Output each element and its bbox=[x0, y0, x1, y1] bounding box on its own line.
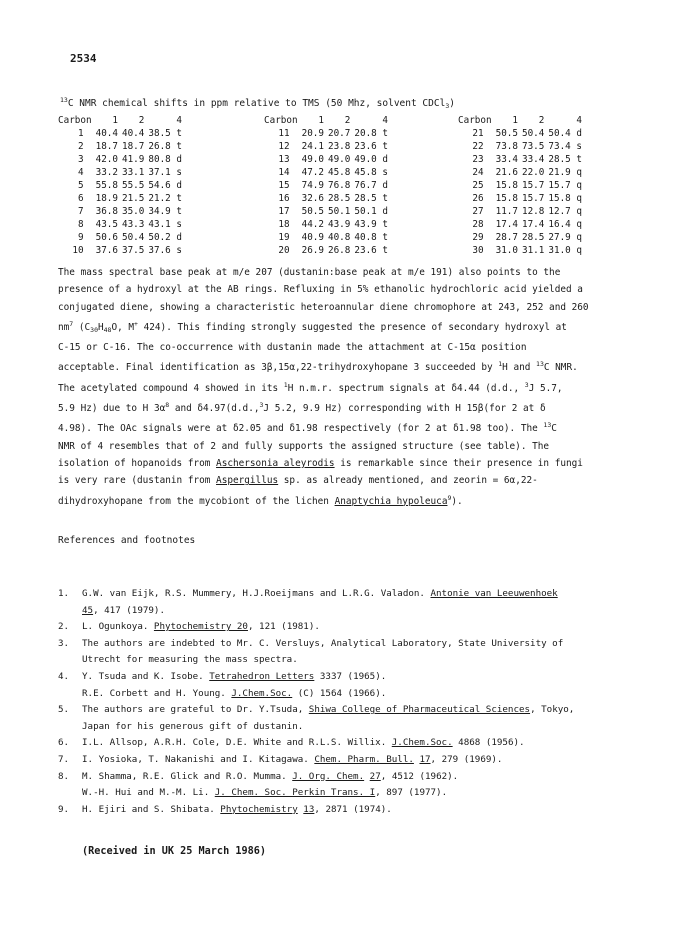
table-row bbox=[458, 166, 586, 179]
column-header: Carbon bbox=[264, 115, 298, 126]
carbon-number: 16 bbox=[278, 193, 290, 204]
shift-value: 23.6 t bbox=[354, 245, 388, 256]
shift-value: 36.8 bbox=[95, 206, 118, 217]
shift-value: 15.8 bbox=[495, 193, 518, 204]
table-row bbox=[58, 218, 186, 231]
table-row bbox=[264, 244, 392, 257]
shift-value: 40.8 t bbox=[354, 232, 388, 243]
shift-value: 45.8 s bbox=[354, 167, 388, 178]
shift-value: 20.7 bbox=[327, 128, 351, 139]
shift-value: 43.9 bbox=[327, 219, 351, 230]
shift-value: 47.2 bbox=[301, 167, 324, 178]
carbon-number: 22 bbox=[472, 141, 484, 152]
shift-value: 32.6 bbox=[301, 193, 324, 204]
carbon-number: 19 bbox=[278, 232, 290, 243]
table-header-row bbox=[264, 114, 392, 127]
reference-3: 3. The authors are indebted to Mr. C. Versluys, Analytical Laboratory, State University of Utrecht for measuring the mass spectra. bbox=[58, 637, 564, 666]
shift-value: 15.7 bbox=[521, 180, 545, 191]
shift-value: 26.8 bbox=[327, 245, 351, 256]
shift-value: 50.4 d bbox=[548, 128, 582, 139]
carbon-number: 1 bbox=[77, 128, 84, 139]
table-block-3 bbox=[458, 114, 654, 257]
shift-value: 54.6 d bbox=[148, 180, 182, 191]
table-block-1 bbox=[58, 114, 243, 257]
shift-value: 18.9 bbox=[95, 193, 118, 204]
carbon-number: 14 bbox=[278, 167, 290, 178]
table-row bbox=[458, 231, 586, 244]
carbon-number: 13 bbox=[278, 154, 290, 165]
references-heading: References and footnotes bbox=[58, 535, 196, 546]
shift-value: 21.2 t bbox=[148, 193, 182, 204]
table-caption: $^{13}$C NMR chemical shifts in ppm relative to TMS (50 Mhz, solvent CDCl$_3$) bbox=[60, 96, 455, 110]
column-header: 1 bbox=[512, 115, 518, 126]
shift-value: 12.8 bbox=[521, 206, 545, 217]
shift-value: 45.8 bbox=[327, 167, 351, 178]
shift-value: 42.0 bbox=[95, 154, 118, 165]
table-row bbox=[458, 179, 586, 192]
column-header: Carbon bbox=[458, 115, 492, 126]
carbon-number: 4 bbox=[77, 167, 84, 178]
shift-value: 74.9 bbox=[301, 180, 324, 191]
shift-value: 50.1 d bbox=[354, 206, 388, 217]
reference-2: 2. L. Ogunkoya. Phytochemistry 20, 121 (1981). bbox=[58, 621, 320, 633]
column-header: 2 bbox=[344, 115, 351, 126]
shift-value: 28.5 t bbox=[354, 193, 388, 204]
column-header: 1 bbox=[112, 115, 118, 126]
shift-value: 26.9 bbox=[301, 245, 324, 256]
shift-value: 40.9 bbox=[301, 232, 324, 243]
shift-value: 34.9 t bbox=[148, 206, 182, 217]
shift-value: 50.4 bbox=[121, 232, 145, 243]
shift-value: 43.5 bbox=[95, 219, 118, 230]
shift-value: 28.7 bbox=[495, 232, 518, 243]
carbon-number: 12 bbox=[278, 141, 290, 152]
table-row bbox=[458, 192, 586, 205]
carbon-number: 27 bbox=[472, 206, 484, 217]
shift-value: 80.8 d bbox=[148, 154, 182, 165]
shift-value: 40.4 bbox=[121, 128, 145, 139]
shift-value: 31.0 q bbox=[548, 245, 582, 256]
shift-value: 33.1 bbox=[121, 167, 145, 178]
reference-6: 6. I.L. Allsop, A.R.H. Cole, D.E. White and R.L.S. Willix. J.Chem.Soc. 4868 (1956). bbox=[58, 737, 525, 749]
carbon-number: 26 bbox=[472, 193, 484, 204]
shift-value: 21.5 bbox=[121, 193, 145, 204]
shift-value: 37.5 bbox=[121, 245, 145, 256]
reference-1: 1. G.W. van Eijk, R.S. Mummery, H.J.Roeijmans and L.R.G. Valadon. Antonie van Leeuwenhoek 45, 417 (1979). bbox=[58, 588, 558, 616]
shift-value: 17.4 bbox=[521, 219, 545, 230]
carbon-number: 23 bbox=[472, 154, 484, 165]
shift-value: 76.8 bbox=[327, 180, 351, 191]
table-row bbox=[458, 205, 586, 218]
carbon-number: 3 bbox=[77, 154, 84, 165]
column-header: 4 bbox=[382, 115, 388, 126]
carbon-number: 15 bbox=[278, 180, 290, 191]
column-header: 1 bbox=[318, 115, 324, 126]
carbon-number: 29 bbox=[472, 232, 484, 243]
shift-value: 73.5 bbox=[521, 141, 545, 152]
table-header-row bbox=[58, 114, 186, 127]
shift-value: 33.4 bbox=[495, 154, 518, 165]
table-row bbox=[458, 127, 586, 140]
shift-value: 23.6 t bbox=[354, 141, 388, 152]
table-row bbox=[264, 166, 392, 179]
carbon-number: 17 bbox=[278, 206, 290, 217]
shift-value: 28.5 bbox=[327, 193, 351, 204]
table-row bbox=[58, 244, 186, 257]
shift-value: 50.2 d bbox=[148, 232, 182, 243]
carbon-number: 5 bbox=[77, 180, 84, 191]
table-row bbox=[58, 179, 186, 192]
column-header: 2 bbox=[538, 115, 545, 126]
shift-value: 37.6 s bbox=[148, 245, 182, 256]
reference-9: 9. H. Ejiri and S. Shibata. Phytochemistry 13, 2871 (1974). bbox=[58, 803, 392, 815]
table-row bbox=[58, 231, 186, 244]
shift-value: 33.4 bbox=[521, 154, 545, 165]
shift-value: 12.7 q bbox=[548, 206, 582, 217]
shift-value: 18.7 bbox=[95, 141, 118, 152]
carbon-number: 11 bbox=[278, 128, 290, 139]
carbon-number: 6 bbox=[77, 193, 84, 204]
shift-value: 27.9 q bbox=[548, 232, 582, 243]
table-row bbox=[58, 140, 186, 153]
table-row bbox=[458, 153, 586, 166]
body-paragraph: The mass spectral base peak at m/e 207 (dustanin:base peak at m/e 191) also points to the presence of a hydroxyl at the AB rings. Refluxing in 5% ethanolic hydrochloric acid yielded a conjugated diene, showing a characteristic heteroannular diene chromophore at 243, 252 and 260 $nm^7$ ($C_{30}H_{48}O$, M+ 424). This finding strongly suggested the presence of secondary hydroxyl at C-15 or C-16. The co-occurrence with dustanin made the attachment at C-15α position acceptable. Final identification as 3β,15α,22-trihydroxyhopane 3 succeeded by $^1$H and $^{13}$C NMR. The acetylated compound 4 showed in its $^1$H n.m.r. spectrum signals at δ4.44 (d.d., $^3$J 5.7, 5.9 Hz) due to H $3\alpha^8$ and δ4.97(d.d.,$^3$J 5.2, 9.9 Hz) corresponding with H 15β(for 2 at δ 4.98). The OAc signals were at δ2.05 and δ1.98 respectively (for 2 at δ1.98 too). The $^{13}$C NMR of 4 resembles that of 2 and fully supports the assigned structure (see table). The isolation of hopanoids from Aschersonia aleyrodis is remarkable since their presence in fungi is very rare (dustanin from Aspergillus sp. as already mentioned, and zeorin = 6α,22- dihydroxyhopane from the mycobiont of the lichen Anaptychia hypoleuca$^9$). bbox=[58, 267, 589, 507]
carbon-number: 20 bbox=[278, 245, 290, 256]
shift-value: 31.0 bbox=[495, 245, 518, 256]
shift-value: 43.1 s bbox=[148, 219, 182, 230]
shift-value: 28.5 bbox=[521, 232, 545, 243]
shift-value: 26.8 t bbox=[148, 141, 182, 152]
table-row bbox=[264, 231, 392, 244]
shift-value: 44.2 bbox=[301, 219, 324, 230]
carbon-number: 9 bbox=[77, 232, 84, 243]
shift-value: 15.7 q bbox=[548, 180, 582, 191]
table-row bbox=[58, 192, 186, 205]
shift-value: 43.3 bbox=[121, 219, 145, 230]
shift-value: 20.8 t bbox=[354, 128, 388, 139]
reference-4: 4. Y. Tsuda and K. Isobe. Tetrahedron Letters 3337 (1965). R.E. Corbett and H. Young. J.Chem.Soc. (C) 1564 (1966). bbox=[58, 670, 387, 699]
shift-value: 15.7 bbox=[521, 193, 545, 204]
shift-value: 50.4 bbox=[521, 128, 545, 139]
shift-value: 76.7 d bbox=[354, 180, 388, 191]
shift-value: 18.7 bbox=[121, 141, 145, 152]
carbon-number: 7 bbox=[77, 206, 84, 217]
shift-value: 49.0 bbox=[301, 154, 324, 165]
shift-value: 50.5 bbox=[495, 128, 518, 139]
shift-value: 37.6 bbox=[95, 245, 118, 256]
column-header: 2 bbox=[138, 115, 145, 126]
page-number: 2534 bbox=[70, 52, 97, 65]
shift-value: 49.0 bbox=[327, 154, 351, 165]
table-block-2 bbox=[264, 114, 456, 257]
reference-5: 5. The authors are grateful to Dr. Y.Tsuda, Shiwa College of Pharmaceutical Sciences, Tokyo, Japan for his generous gift of dustanin. bbox=[58, 704, 575, 732]
received-date: (Received in UK 25 March 1986) bbox=[82, 846, 267, 857]
shift-value: 23.8 bbox=[327, 141, 351, 152]
shift-value: 50.5 bbox=[301, 206, 324, 217]
reference-8: 8. M. Shamma, R.E. Glick and R.O. Mumma. J. Org. Chem. 27, 4512 (1962). W.-H. Hui and M.-M. Li. J. Chem. Soc. Perkin Trans. I, 897 (1977). bbox=[58, 770, 459, 799]
shift-value: 20.9 bbox=[301, 128, 324, 139]
table-row bbox=[264, 179, 392, 192]
table-row bbox=[264, 153, 392, 166]
shift-value: 28.5 t bbox=[548, 154, 582, 165]
shift-value: 15.8 q bbox=[548, 193, 582, 204]
table-row bbox=[264, 127, 392, 140]
shift-value: 50.6 bbox=[95, 232, 118, 243]
shift-value: 73.4 s bbox=[548, 141, 582, 152]
carbon-number: 8 bbox=[77, 219, 84, 230]
table-row bbox=[264, 205, 392, 218]
table-header-row bbox=[458, 114, 586, 127]
carbon-number: 2 bbox=[77, 141, 84, 152]
table-row bbox=[58, 127, 186, 140]
carbon-number: 25 bbox=[472, 180, 484, 191]
table-row bbox=[58, 153, 186, 166]
shift-value: 17.4 bbox=[495, 219, 518, 230]
shift-value: 37.1 s bbox=[148, 167, 182, 178]
table-row bbox=[264, 192, 392, 205]
shift-value: 50.1 bbox=[327, 206, 351, 217]
table-row bbox=[58, 166, 186, 179]
carbon-number: 10 bbox=[72, 245, 84, 256]
table-row bbox=[458, 218, 586, 231]
carbon-number: 18 bbox=[278, 219, 290, 230]
column-header: Carbon bbox=[58, 115, 92, 126]
shift-value: 40.8 bbox=[327, 232, 351, 243]
shift-value: 21.9 q bbox=[548, 167, 582, 178]
table-row bbox=[264, 218, 392, 231]
shift-value: 33.2 bbox=[95, 167, 118, 178]
carbon-number: 30 bbox=[472, 245, 484, 256]
table-row bbox=[458, 244, 586, 257]
shift-value: 43.9 t bbox=[354, 219, 388, 230]
table-row bbox=[58, 205, 186, 218]
shift-value: 38.5 t bbox=[148, 128, 182, 139]
references-list bbox=[58, 586, 658, 818]
carbon-number: 24 bbox=[472, 167, 484, 178]
shift-value: 55.8 bbox=[95, 180, 118, 191]
carbon-number: 21 bbox=[472, 128, 484, 139]
shift-value: 11.7 bbox=[495, 206, 518, 217]
shift-value: 15.8 bbox=[495, 180, 518, 191]
shift-value: 21.6 bbox=[495, 167, 518, 178]
column-header: 4 bbox=[176, 115, 182, 126]
shift-value: 35.0 bbox=[121, 206, 145, 217]
column-header: 4 bbox=[576, 115, 582, 126]
shift-value: 49.0 d bbox=[354, 154, 388, 165]
shift-value: 41.9 bbox=[121, 154, 145, 165]
carbon-number: 28 bbox=[472, 219, 484, 230]
table-row bbox=[264, 140, 392, 153]
shift-value: 24.1 bbox=[301, 141, 324, 152]
shift-value: 73.8 bbox=[495, 141, 518, 152]
shift-value: 16.4 q bbox=[548, 219, 582, 230]
reference-7: 7. I. Yosioka, T. Nakanishi and I. Kitagawa. Chem. Pharm. Bull. 17, 279 (1969). bbox=[58, 753, 503, 765]
table-row bbox=[458, 140, 586, 153]
shift-value: 55.5 bbox=[121, 180, 145, 191]
shift-value: 22.0 bbox=[521, 167, 545, 178]
nmr-shift-table bbox=[58, 114, 654, 256]
shift-value: 31.1 bbox=[521, 245, 545, 256]
shift-value: 40.4 bbox=[95, 128, 118, 139]
